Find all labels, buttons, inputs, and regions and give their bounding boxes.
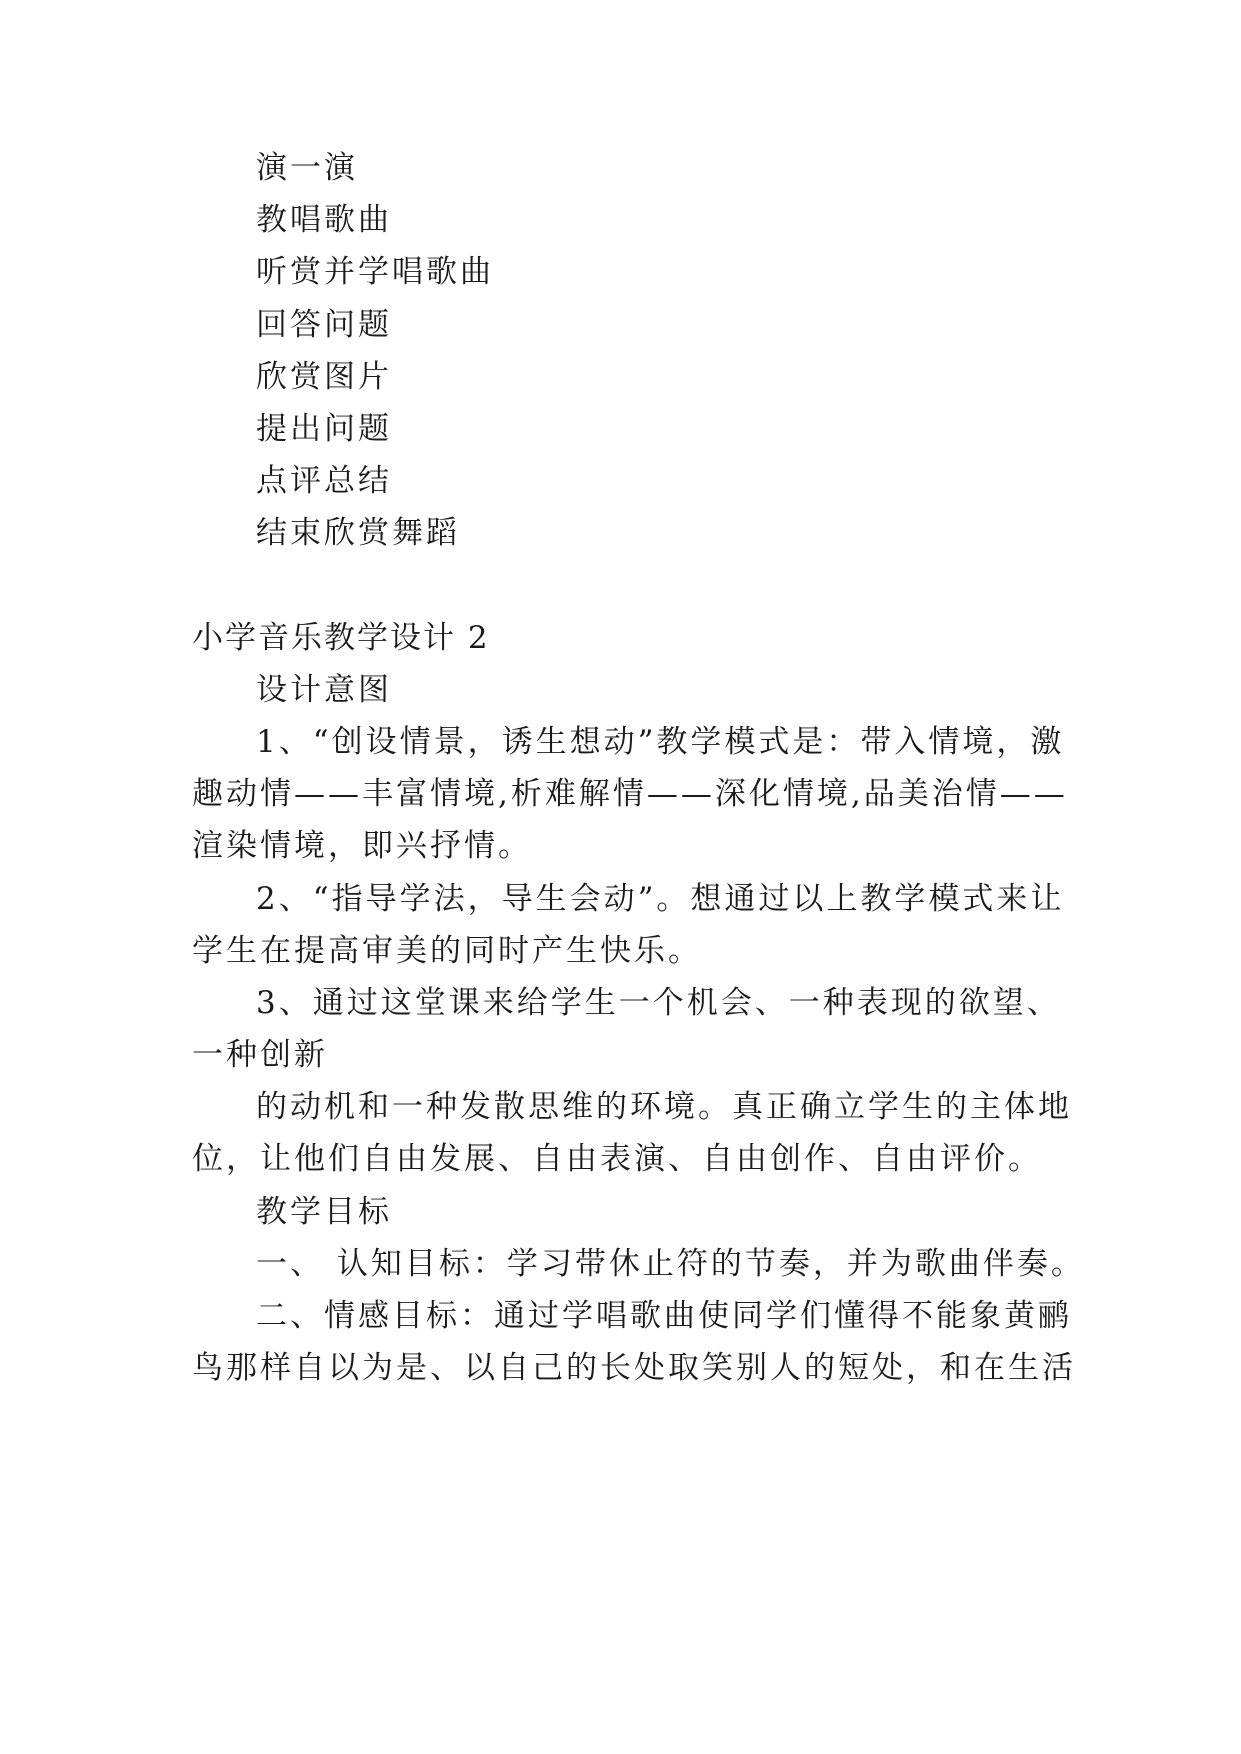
heading-teaching-goals: 教学目标 bbox=[256, 1194, 392, 1230]
paragraph-line: 渲染情境，即兴抒情。 bbox=[192, 828, 532, 864]
paragraph-line: 一种创新 bbox=[192, 1037, 328, 1073]
paragraph-line: 学生在提高审美的同时产生快乐。 bbox=[192, 933, 702, 969]
list-item-teach-song: 教唱歌曲 bbox=[256, 202, 392, 238]
list-item-answer: 回答问题 bbox=[256, 307, 392, 343]
paragraph-line: 的动机和一种发散思维的环境。真正确立学生的主体地 bbox=[256, 1089, 1072, 1125]
paragraph-line: 一、 认知目标：学习带休止符的节奏，并为歌曲伴奏。 bbox=[256, 1246, 1085, 1282]
list-item-questions: 提出问题 bbox=[256, 411, 392, 447]
list-item-listen-sing: 听赏并学唱歌曲 bbox=[256, 254, 494, 290]
paragraph-line: 二、情感目标：通过学唱歌曲使同学们懂得不能象黄鹂 bbox=[256, 1298, 1072, 1334]
paragraph-line: 1、“创设情景，诱生想动”教学模式是：带入情境，激 bbox=[256, 724, 1065, 760]
list-item-summary: 点评总结 bbox=[256, 463, 392, 499]
list-item-pictures: 欣赏图片 bbox=[256, 359, 392, 395]
paragraph-line: 位，让他们自由发展、自由表演、自由创作、自由评价。 bbox=[192, 1141, 1042, 1177]
heading-design-intent: 设计意图 bbox=[256, 672, 392, 708]
section-title: 小学音乐教学设计 2 bbox=[192, 620, 490, 656]
paragraph-line: 趣动情——丰富情境,析难解情——深化情境,品美治情—— bbox=[192, 776, 1068, 812]
paragraph-line: 3、通过这堂课来给学生一个机会、一种表现的欲望、 bbox=[256, 985, 1061, 1021]
paragraph-line: 鸟那样自以为是、以自己的长处取笑别人的短处，和在生活 bbox=[192, 1350, 1076, 1386]
list-item-dance: 结束欣赏舞蹈 bbox=[256, 515, 460, 551]
list-item-act: 演一演 bbox=[256, 150, 358, 186]
paragraph-line: 2、“指导学法，导生会动”。想通过以上教学模式来让 bbox=[256, 881, 1065, 917]
